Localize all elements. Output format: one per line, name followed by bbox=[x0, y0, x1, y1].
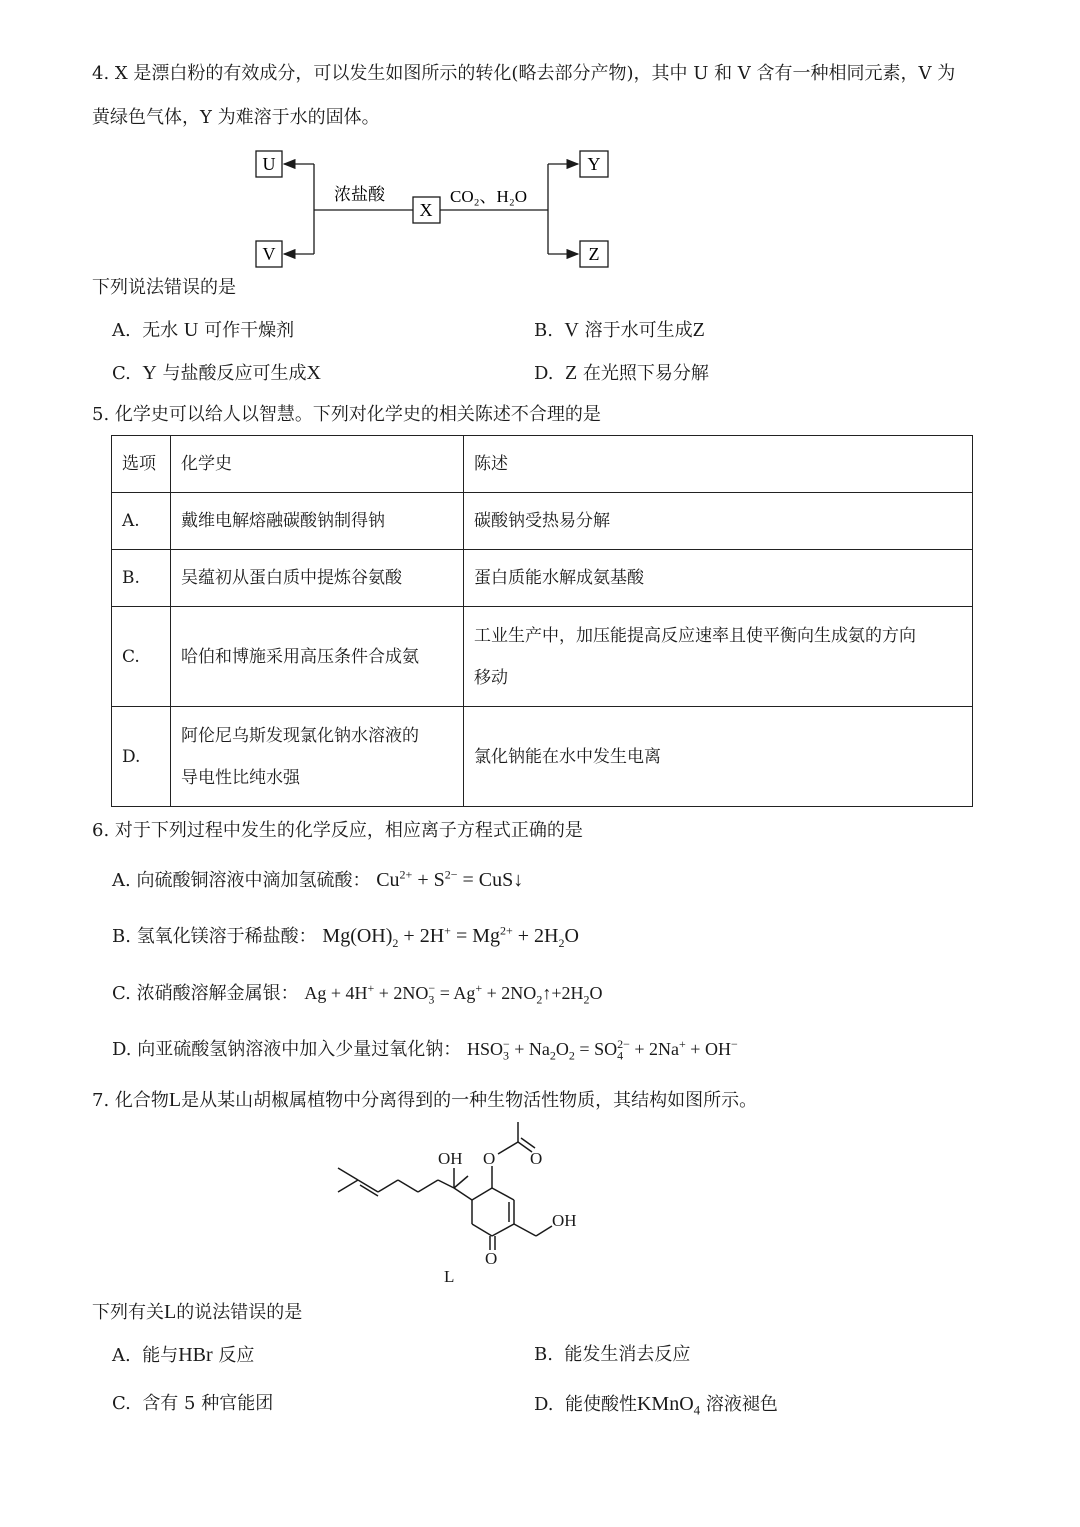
table-header-row bbox=[112, 436, 973, 493]
q7-question bbox=[92, 1300, 302, 1325]
option-label: C. bbox=[112, 983, 131, 1004]
table-cell: C. bbox=[112, 607, 171, 707]
table-cell: 哈伯和博施采用高压条件合成氨 bbox=[171, 607, 464, 707]
q6-option-d bbox=[112, 1037, 738, 1062]
q7-option-c bbox=[112, 1392, 273, 1416]
option-label: A. bbox=[112, 320, 131, 341]
q6-option-a bbox=[112, 868, 523, 893]
bond bbox=[454, 1176, 468, 1188]
left-reagent: 浓盐酸 bbox=[334, 185, 385, 204]
q6-option-c bbox=[112, 981, 602, 1006]
table-cell bbox=[171, 707, 464, 807]
atom-oh: OH bbox=[438, 1149, 463, 1168]
option-symbol: U bbox=[183, 319, 199, 341]
q6-stem: 6. 对于下列过程中发生的化学反应，相应离子方程式正确的是 bbox=[92, 820, 583, 841]
option-text: 可作干燥剂 bbox=[204, 320, 295, 341]
option-label: C. bbox=[112, 363, 131, 384]
q4-option-b bbox=[534, 318, 705, 343]
equation-a: $Cu^{2+} + S^{2-}$ = CuS↓ bbox=[376, 867, 524, 891]
box-u-label: U bbox=[262, 154, 276, 174]
table-cell: 碳酸钠受热易分解 bbox=[464, 493, 973, 550]
statement-line: 移动 bbox=[474, 667, 508, 688]
option-label: B. bbox=[112, 926, 131, 947]
equation-b: $Mg(OH)_2 + 2H^+ = Mg^{2+} + 2H_2O$ bbox=[322, 923, 579, 950]
option-text: 氢氧化镁溶于稀盐酸： bbox=[136, 926, 317, 947]
q4-question: 下列说法错误的是 bbox=[92, 277, 236, 298]
option-text: 在光照下易分解 bbox=[582, 363, 709, 384]
option-label: D. bbox=[534, 1394, 554, 1415]
header-cell: 陈述 bbox=[464, 436, 973, 493]
table-row bbox=[112, 607, 973, 707]
bond bbox=[338, 1180, 358, 1192]
equation-c: $Ag + 4H^+ + 2NO_3^- = Ag^+$ + $2NO_2↑+2H_2O$ bbox=[304, 981, 603, 1007]
option-symbol: HBr bbox=[178, 1344, 213, 1366]
option-label: A. bbox=[112, 1345, 131, 1366]
q4-flow-diagram bbox=[240, 140, 620, 272]
bond bbox=[492, 1188, 514, 1200]
option-label: B. bbox=[534, 320, 553, 341]
box-v-label: V bbox=[262, 244, 276, 264]
option-text: 能使酸性 bbox=[564, 1394, 637, 1415]
bond bbox=[398, 1180, 418, 1192]
q4-option-a bbox=[112, 318, 294, 343]
history-table bbox=[111, 435, 973, 807]
option-label: C. bbox=[112, 1393, 131, 1414]
option-symbol: Y bbox=[142, 362, 157, 384]
option-text: 向硫酸铜溶液中滴加氢硫酸： bbox=[136, 870, 371, 891]
header-cell: 选项 bbox=[112, 436, 171, 493]
table-cell: A. bbox=[112, 493, 171, 550]
option-symbol: X bbox=[306, 362, 321, 384]
option-text: 溶液褪色 bbox=[705, 1394, 778, 1415]
table-cell bbox=[464, 607, 973, 707]
option-symbol: V bbox=[564, 319, 579, 341]
option-text: 无水 bbox=[142, 320, 179, 341]
q7-option-b bbox=[534, 1343, 690, 1367]
compound-symbol: L bbox=[168, 1089, 182, 1111]
table-cell: 戴维电解熔融碳酸钠制得钠 bbox=[171, 493, 464, 550]
option-text: 能发生消去反应 bbox=[564, 1344, 691, 1365]
option-text: 与盐酸反应可生成 bbox=[162, 363, 307, 384]
equation-d: $HSO_3^- + Na_2O_2 = SO_4^{2-} + 2Na^+ + OH^-$ bbox=[466, 1037, 738, 1063]
option-text: 向亚硫酸氢钠溶液中加入少量过氧化钠： bbox=[137, 1039, 462, 1060]
right-reagent: CO₂、H₂O bbox=[450, 187, 528, 206]
q4-option-d bbox=[534, 361, 709, 386]
q4-stem-line1: 4. X 是漂白粉的有效成分，可以发生如图所示的转化(略去部分产物)，其中 U 和 V 含有一种相同元素，V 为 bbox=[92, 63, 956, 84]
q4-option-c bbox=[112, 361, 321, 386]
atom-o: O bbox=[483, 1149, 496, 1168]
bond bbox=[378, 1180, 398, 1192]
stem-text: 的说法错误的是 bbox=[176, 1302, 303, 1323]
bond bbox=[418, 1180, 438, 1192]
table-row bbox=[112, 707, 973, 807]
option-text: 反应 bbox=[218, 1345, 255, 1366]
bond bbox=[472, 1224, 492, 1236]
option-label: D. bbox=[112, 1039, 132, 1060]
header-cell: 化学史 bbox=[171, 436, 464, 493]
bond bbox=[454, 1188, 472, 1200]
box-z-label: Z bbox=[588, 244, 600, 264]
option-text: 含有 5 种官能团 bbox=[142, 1393, 274, 1414]
history-line: 阿伦尼乌斯发现氯化钠水溶液的 bbox=[181, 725, 419, 746]
option-symbol: KMnO bbox=[636, 1393, 694, 1415]
option-symbol: Z bbox=[692, 319, 705, 341]
bond bbox=[514, 1224, 536, 1236]
table-cell: 蛋白质能水解成氨基酸 bbox=[464, 550, 973, 607]
q7-option-a bbox=[112, 1343, 254, 1368]
q7-stem bbox=[92, 1088, 757, 1113]
table-cell: B. bbox=[112, 550, 171, 607]
compound-label: L bbox=[444, 1267, 455, 1286]
option-text: 浓硝酸溶解金属银： bbox=[136, 983, 299, 1004]
option-text: 能与 bbox=[142, 1345, 179, 1366]
atom-o: O bbox=[530, 1149, 543, 1168]
stem-text: 下列有关 bbox=[92, 1302, 164, 1323]
option-text: 溶于水可生成 bbox=[584, 320, 693, 341]
bond bbox=[472, 1188, 492, 1200]
box-y-label: Y bbox=[587, 154, 601, 174]
atom-oh: OH bbox=[552, 1211, 577, 1230]
q6-option-b bbox=[112, 924, 579, 949]
bond bbox=[438, 1180, 454, 1188]
table-cell: 吴蕴初从蛋白质中提炼谷氨酸 bbox=[171, 550, 464, 607]
table-cell: 氯化钠能在水中发生电离 bbox=[464, 707, 973, 807]
option-label: D. bbox=[534, 363, 554, 384]
bond bbox=[536, 1226, 552, 1236]
box-x-label: X bbox=[419, 200, 433, 220]
statement-line: 工业生产中，加压能提高反应速率且使平衡向生成氨的方向 bbox=[474, 625, 916, 646]
history-line: 导电性比纯水强 bbox=[181, 767, 300, 788]
bond bbox=[338, 1168, 358, 1180]
bond bbox=[492, 1224, 514, 1236]
option-symbol: Z bbox=[564, 362, 578, 384]
atom-o: O bbox=[485, 1249, 498, 1268]
q5-stem: 5. 化学史可以给人以智慧。下列对化学史的相关陈述不合理的是 bbox=[92, 404, 601, 425]
table-cell: D. bbox=[112, 707, 171, 807]
bond bbox=[498, 1142, 518, 1154]
option-subscript: 4 bbox=[693, 1402, 701, 1418]
stem-text: 是从某山胡椒属植物中分离得到的一种生物活性物质，其结构如图所示。 bbox=[181, 1090, 758, 1111]
compound-l-structure bbox=[330, 1118, 590, 1288]
option-label: B. bbox=[534, 1344, 553, 1365]
q7-option-d bbox=[534, 1392, 778, 1417]
compound-symbol: L bbox=[164, 1301, 177, 1323]
option-label: A. bbox=[112, 870, 131, 891]
table-row bbox=[112, 493, 973, 550]
table-row bbox=[112, 550, 973, 607]
stem-text: 7. 化合物 bbox=[92, 1090, 169, 1111]
q4-stem-line2: 黄绿色气体，Y 为难溶于水的固体。 bbox=[92, 107, 380, 128]
